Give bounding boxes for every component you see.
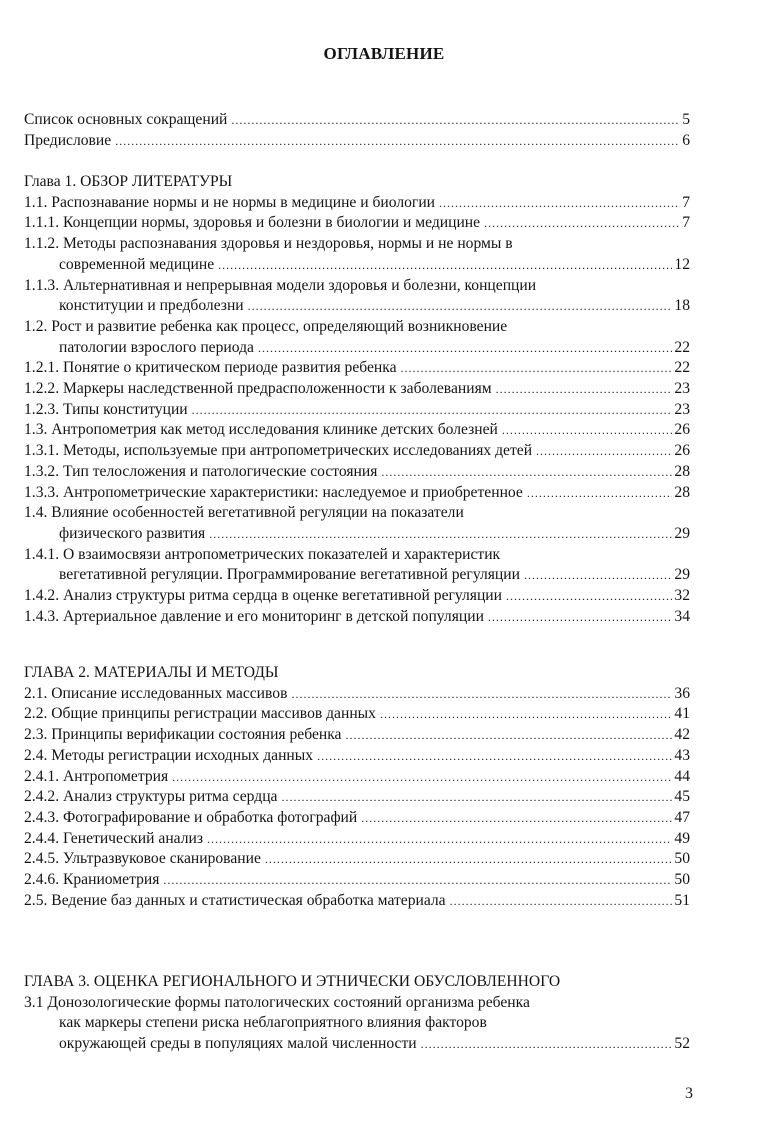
toc-entry[interactable] bbox=[24, 213, 690, 234]
chapter-1 bbox=[24, 172, 690, 627]
entry-text: 1.1. Распознавание нормы и не нормы в медицине и биологии bbox=[24, 193, 436, 211]
dot-leader bbox=[401, 362, 673, 374]
toc-entry[interactable] bbox=[24, 317, 690, 358]
dot-leader bbox=[361, 812, 672, 824]
entry-text: 2.4.5. Ультразвуковое сканирование bbox=[24, 850, 261, 868]
entry-page: 47 bbox=[674, 808, 690, 826]
dot-leader bbox=[450, 895, 673, 907]
toc-entry[interactable] bbox=[24, 808, 690, 829]
toc-entry[interactable] bbox=[24, 379, 690, 400]
toc-entry[interactable] bbox=[24, 891, 690, 912]
entry-text: 1.1.1. Концепции нормы, здоровья и болезни в биологии и медицине bbox=[24, 214, 481, 232]
entry-text: 1.3.1. Методы, используемые при антропометрических исследованиях детей bbox=[24, 442, 533, 460]
page-number: 3 bbox=[685, 1085, 693, 1102]
toc-entry[interactable] bbox=[24, 441, 690, 462]
chapter-2 bbox=[24, 663, 690, 911]
entry-text: 1.2.3. Типы конституции bbox=[24, 400, 188, 418]
dot-leader bbox=[207, 833, 672, 845]
entry-page: 18 bbox=[674, 297, 690, 315]
entry-text-cont: современной медицине bbox=[59, 255, 215, 273]
entry-page: 49 bbox=[674, 829, 690, 847]
entry-page: 7 bbox=[682, 193, 690, 211]
entry-page: 23 bbox=[674, 400, 690, 418]
entry-page: 41 bbox=[674, 705, 690, 723]
entry-text: 1.4. Влияние особенностей вегетативной регуляции на показатели bbox=[24, 504, 464, 522]
entry-text: 3.1 Донозологические формы патологических состояний организма ребенка bbox=[24, 993, 530, 1011]
toc-entry[interactable] bbox=[24, 787, 690, 808]
entry-page: 32 bbox=[674, 587, 690, 605]
dot-leader bbox=[291, 688, 672, 700]
entry-text: 1.4.2. Анализ структуры ритма сердца в оценке вегетативной регуляции bbox=[24, 587, 502, 605]
entry-text: 2.4. Методы регистрации исходных данных bbox=[24, 746, 314, 764]
dot-leader bbox=[380, 708, 672, 720]
dot-leader bbox=[258, 342, 672, 354]
entry-page: 28 bbox=[674, 483, 690, 501]
entry-page: 12 bbox=[674, 255, 690, 273]
entry-text-cont: вегетативной регуляции. Программирование вегетативной регуляции bbox=[59, 566, 520, 584]
dot-leader bbox=[192, 404, 673, 416]
entry-page: 42 bbox=[674, 726, 690, 744]
toc-entry[interactable] bbox=[24, 276, 690, 317]
dot-leader bbox=[317, 750, 672, 762]
entry-text: 1.3.3. Антропометрические характеристики: наследуемое и приобретенное bbox=[24, 483, 523, 501]
entry-text: 1.1.2. Методы распознавания здоровья и нездоровья, нормы и не нормы в bbox=[24, 235, 513, 253]
entry-text: 2.4.2. Анализ структуры ритма сердца bbox=[24, 788, 278, 806]
entry-page: 28 bbox=[674, 462, 690, 480]
toc-entry[interactable] bbox=[24, 993, 690, 1055]
toc-entry[interactable] bbox=[24, 704, 690, 725]
toc-entry[interactable] bbox=[24, 684, 690, 705]
toc-entry[interactable] bbox=[24, 849, 690, 870]
dot-leader bbox=[218, 259, 672, 271]
entry-page: 50 bbox=[674, 850, 690, 868]
entry-page: 26 bbox=[674, 442, 690, 460]
entry-page: 34 bbox=[674, 607, 690, 625]
dot-leader bbox=[421, 1038, 673, 1050]
page-title: ОГЛАВЛЕНИЕ bbox=[323, 44, 445, 63]
entry-page: 43 bbox=[674, 746, 690, 764]
dot-leader bbox=[439, 197, 680, 209]
dot-leader bbox=[496, 383, 673, 395]
entry-page: 52 bbox=[674, 1035, 690, 1053]
entry-text: 1.4.1. О взаимосвязи антропометрических показателей и характеристик bbox=[24, 545, 501, 563]
toc-entry[interactable] bbox=[24, 829, 690, 850]
entry-text: 1.3.2. Тип телосложения и патологические состояния bbox=[24, 462, 378, 480]
chapter-3 bbox=[24, 972, 714, 1055]
dot-leader bbox=[265, 853, 673, 865]
dot-leader bbox=[524, 569, 672, 581]
entry-text-cont: конституции и предболезни bbox=[59, 297, 244, 315]
entry-text: 1.3. Антропометрия как метод исследования клинике детских болезней bbox=[24, 421, 498, 439]
entry-page: 22 bbox=[674, 338, 690, 356]
entry-text: 1.2.1. Понятие о критическом периоде развития ребенка bbox=[24, 359, 397, 377]
entry-text: 1.2.2. Маркеры наследственной предрасположенности к заболеваниям bbox=[24, 380, 492, 398]
entry-page: 50 bbox=[674, 871, 690, 889]
toc-entry[interactable] bbox=[24, 725, 690, 746]
entry-text: 2.2. Общие принципы регистрации массивов данных bbox=[24, 705, 376, 723]
dot-leader bbox=[209, 528, 672, 540]
toc-entry[interactable] bbox=[24, 607, 690, 628]
toc-entry[interactable] bbox=[24, 483, 690, 504]
dot-leader bbox=[281, 791, 672, 803]
entry-page: 36 bbox=[674, 684, 690, 702]
dot-leader bbox=[231, 114, 680, 126]
dot-leader bbox=[115, 135, 680, 147]
dot-leader bbox=[163, 874, 672, 886]
entry-text: 2.5. Ведение баз данных и статистическая обработка материала bbox=[24, 891, 446, 909]
entry-page: 45 bbox=[674, 788, 690, 806]
entry-page: 51 bbox=[674, 891, 690, 909]
toc-entry[interactable] bbox=[24, 462, 690, 483]
toc-entry[interactable] bbox=[24, 545, 690, 586]
entry-text: 2.4.6. Краниометрия bbox=[24, 871, 160, 889]
entry-text-cont: окружающей среды в популяциях малой численности bbox=[59, 1035, 417, 1053]
entry-text: Предисловие bbox=[24, 131, 112, 149]
entry-text: 1.4.3. Артериальное давление и его мониторинг в детской популяции bbox=[24, 607, 484, 625]
entry-text-cont: патологии взрослого периода bbox=[59, 338, 254, 356]
chapter-heading: Глава 1. ОБЗОР ЛИТЕРАТУРЫ bbox=[24, 173, 233, 190]
toc-entry[interactable] bbox=[24, 767, 690, 788]
entry-text: 2.4.1. Антропометрия bbox=[24, 767, 169, 785]
entry-text: 2.4.4. Генетический анализ bbox=[24, 829, 204, 847]
entry-text: 2.1. Описание исследованных массивов bbox=[24, 684, 288, 702]
entry-page: 44 bbox=[674, 767, 690, 785]
dot-leader bbox=[484, 217, 680, 229]
toc-entry[interactable] bbox=[24, 358, 690, 379]
chapter-heading: ГЛАВА 2. МАТЕРИАЛЫ И МЕТОДЫ bbox=[24, 664, 279, 681]
dot-leader bbox=[488, 611, 672, 623]
toc-entry[interactable] bbox=[24, 193, 690, 214]
entry-page: 29 bbox=[674, 566, 690, 584]
entry-text: 2.4.3. Фотографирование и обработка фотографий bbox=[24, 808, 358, 826]
dot-leader bbox=[381, 466, 672, 478]
toc-entry[interactable] bbox=[24, 110, 690, 131]
dot-leader bbox=[345, 729, 672, 741]
dot-leader bbox=[506, 590, 672, 602]
entry-page: 26 bbox=[674, 421, 690, 439]
dot-leader bbox=[536, 445, 672, 457]
toc-entry[interactable] bbox=[24, 400, 690, 421]
entry-page: 6 bbox=[682, 131, 690, 149]
dot-leader bbox=[527, 487, 673, 499]
entry-page: 23 bbox=[674, 380, 690, 398]
entry-text: 1.2. Рост и развитие ребенка как процесс, определяющий возникновение bbox=[24, 317, 508, 335]
entry-text: Список основных сокращений bbox=[24, 111, 228, 128]
toc-entry[interactable] bbox=[24, 586, 690, 607]
entry-text-cont: физического развития bbox=[59, 524, 206, 542]
entry-text: 1.1.3. Альтернативная и непрерывная модели здоровья и болезни, концепции bbox=[24, 276, 537, 294]
entry-page: 29 bbox=[674, 524, 690, 542]
entry-text-cont: как маркеры степени риска неблагоприятного влияния факторов bbox=[59, 1014, 487, 1032]
entry-text: 2.3. Принципы верификации состояния ребенка bbox=[24, 726, 342, 744]
dot-leader bbox=[248, 300, 673, 312]
dot-leader bbox=[172, 771, 672, 783]
entry-page: 5 bbox=[682, 111, 690, 128]
toc-entry[interactable] bbox=[24, 131, 690, 152]
toc-entry[interactable] bbox=[24, 234, 690, 275]
dot-leader bbox=[502, 424, 673, 436]
toc-entry[interactable] bbox=[24, 870, 690, 891]
entry-page: 7 bbox=[682, 214, 690, 232]
toc-entry[interactable] bbox=[24, 420, 690, 441]
front-matter bbox=[24, 110, 690, 151]
entry-page: 22 bbox=[674, 359, 690, 377]
toc-entry[interactable] bbox=[24, 503, 690, 544]
chapter-heading: ГЛАВА 3. ОЦЕНКА РЕГИОНАЛЬНОГО И ЭТНИЧЕСКИ ОБУСЛОВЛЕННОГО bbox=[24, 973, 561, 990]
toc-entry[interactable] bbox=[24, 746, 690, 767]
